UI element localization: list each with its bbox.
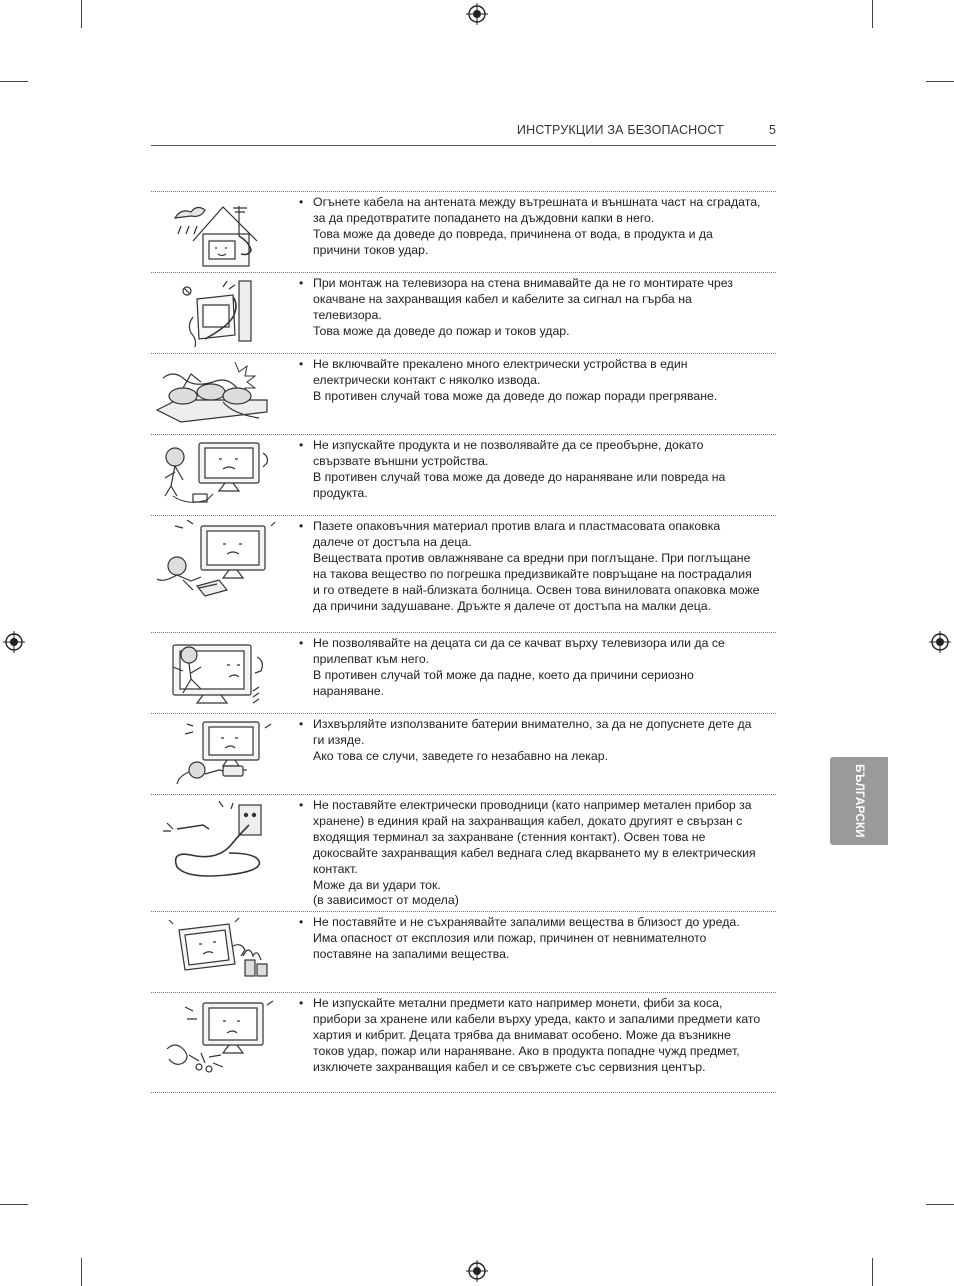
safety-item <box>151 272 776 353</box>
safety-item <box>151 713 776 794</box>
safety-text: • При монтаж на телевизора на стена внимавайте да не го монтирате чрез окачване на захранващия кабел и кабелите за сигнал на гърба на телевизора. Това може да доведе до пожар и токов удар. <box>313 276 761 340</box>
registration-mark-icon <box>3 631 25 653</box>
metal-objects-tv-illustration-icon <box>153 997 278 1077</box>
registration-mark-icon <box>466 3 488 25</box>
crop-mark <box>872 0 873 28</box>
crop-mark <box>926 81 954 82</box>
wall-mount-cable-illustration-icon <box>153 277 278 349</box>
registration-mark-icon <box>466 1260 488 1282</box>
crop-mark <box>872 1258 873 1286</box>
safety-item <box>151 353 776 434</box>
tv-tipping-child-illustration-icon <box>153 439 278 511</box>
safety-text: • Пазете опаковъчния материал против влага и пластмасовата опаковка далече от достъпа на деца. Веществата против овлажняване са вредни при поглъщане. При поглъщане на такова вещество по погрешка предизвикайте повръщане на пострадалия и го отведете в най-близката болница. Освен това виниловата опаковка може да причини задушаване. Дръжте я далече от достъпа на малки деца. <box>313 519 761 614</box>
language-tab-label: БЪЛГАРСКИ <box>853 764 865 838</box>
language-tab <box>830 757 888 845</box>
crop-mark <box>81 1258 82 1286</box>
packaging-child-illustration-icon <box>153 520 278 600</box>
safety-text: • Огънете кабела на антената между вътрешната и външната част на сградата, за да предотвратите попадането на дъждовни капки в него. Това може да доведе до повреда, причинена от вода, в продукта и да причини токов удар. <box>313 195 761 259</box>
child-climbing-tv-illustration-icon <box>153 637 278 709</box>
safety-item <box>151 911 776 992</box>
safety-item <box>151 992 776 1093</box>
safety-text: • Не изпускайте метални предмети като например монети, фиби за коса, прибори за хранене или кабели върху уреда, както и запалими предмети като хартия и кибрит. Децата трябва да внимават особено. Може да възникне токов удар, пожар или нараняване. Ако в продукта попадне чужд предмет, изключете захранващия кабел и се свържете със сервизния център. <box>313 996 761 1076</box>
battery-child-illustration-icon <box>153 718 278 790</box>
safety-text: • Изхвърляйте използваните батерии внимателно, за да не допуснете дете да ги изяде. Ако това се случи, заведете го незабавно на лекар. <box>313 717 761 765</box>
page-header <box>151 121 776 146</box>
registration-mark-icon <box>929 631 951 653</box>
antenna-cable-rain-illustration-icon <box>153 196 278 268</box>
crop-mark <box>926 1204 954 1205</box>
metal-conductor-cord-illustration-icon <box>153 799 278 879</box>
overloaded-outlet-illustration-icon <box>153 358 278 430</box>
crop-mark <box>0 81 28 82</box>
safety-item <box>151 434 776 515</box>
section-title: ИНСТРУКЦИИ ЗА БЕЗОПАСНОСТ <box>516 123 724 137</box>
crop-mark <box>0 1204 28 1205</box>
crop-mark <box>81 0 82 28</box>
flammable-substances-illustration-icon <box>153 916 278 988</box>
safety-text: • Не позволявайте на децата си да се качват върху телевизора или да се прилепват към него. В противен случай той може да падне, което да причини сериозно нараняване. <box>313 636 761 700</box>
safety-text: • Не поставяйте и не съхранявайте запалими вещества в близост до уреда. Има опасност от експлозия или пожар, причинен от невнимателното поставяне на запалими вещества. <box>313 915 761 963</box>
page-number: 5 <box>769 123 776 137</box>
safety-item <box>151 794 776 911</box>
safety-item <box>151 515 776 632</box>
safety-instructions-list <box>151 191 776 1093</box>
safety-text: • Не изпускайте продукта и не позволявайте да се преобърне, докато свързвате външни устройства. В противен случай това може да доведе до нараняване или повреда на продукта. <box>313 438 761 502</box>
safety-text: • Не поставяйте електрически проводници (като например метален прибор за хранене) в единия край на захранващия кабел, докато другият е свързан с входящия терминал за захранване (стенния контакт). Освен това не докосвайте захранващия кабел веднага след вкарването му в електрическия контакт. Може да ви удари ток. (в зависимост от модела) <box>313 798 761 909</box>
safety-text: • Не включвайте прекалено много електрически устройства в един електрически контакт с няколко извода. В противен случай това може да доведе до пожар поради прегряване. <box>313 357 761 405</box>
safety-item <box>151 632 776 713</box>
safety-item <box>151 191 776 272</box>
